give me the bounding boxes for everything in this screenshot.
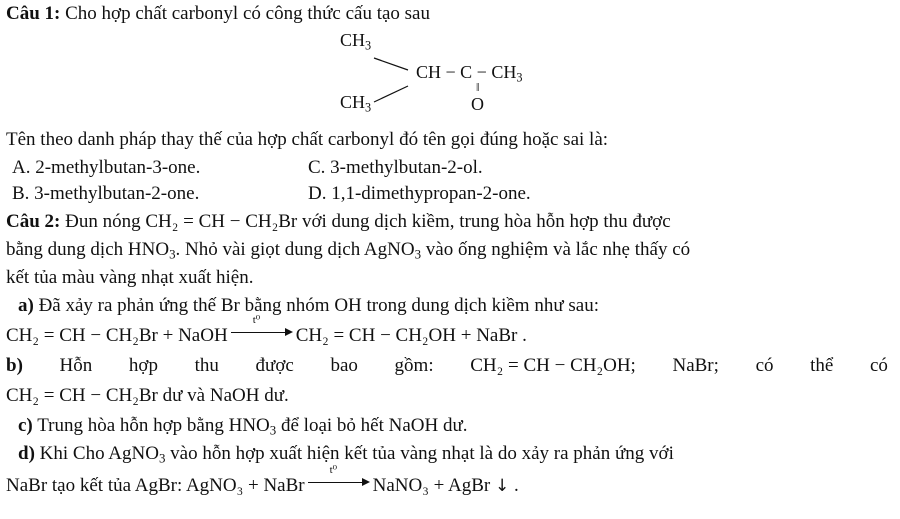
reaction-arrow-1 <box>231 314 293 338</box>
statement-b-label: b) <box>6 355 23 376</box>
statement-b-word: bao <box>330 355 358 376</box>
q2-intro-2: với dung dịch kiềm, trung hòa hỗn hợp thu được <box>301 211 671 232</box>
equation-2-end: . <box>509 475 519 496</box>
q1-label: Câu 1: <box>6 3 61 24</box>
statement-d-text-1: Khi Cho AgNO <box>39 443 159 464</box>
statement-b <box>6 354 888 378</box>
statement-b-line2-formula: CH₂ = CH − CH₂Br <box>6 385 158 406</box>
carbonyl-oxygen: O <box>471 94 484 114</box>
statement-b-word: hợp <box>128 355 158 376</box>
statement-d <box>18 442 674 466</box>
q2-line-3: kết tủa màu vàng nhạt xuất hiện. <box>6 267 254 288</box>
statement-b-formula: CH₂ = CH − CH₂OH; <box>470 355 636 376</box>
statement-b-line-2 <box>6 384 289 408</box>
statement-d-label: d) <box>18 443 35 464</box>
structural-formula <box>330 30 570 122</box>
statement-c-text-2: để loại bỏ hết NaOH dư. <box>276 415 468 436</box>
statement-c-label: c) <box>18 415 33 436</box>
statement-c-text-1: Trung hòa hỗn hợp bằng HNO <box>37 415 270 436</box>
choice-b: B. 3-methylbutan-2-one. <box>12 183 200 204</box>
equation-1-left: CH₂ = CH − CH₂Br + NaOH <box>6 325 228 346</box>
carbonyl-double-bond: ‖ <box>476 80 480 94</box>
choice-c: C. 3-methylbutan-2-ol. <box>308 157 483 178</box>
arrow-2-condition: t⁰ <box>329 464 338 476</box>
statement-a-label: a) <box>18 295 34 316</box>
reaction-arrow-2 <box>308 464 370 488</box>
statement-b-line2-text: dư và NaOH dư. <box>157 385 289 406</box>
statement-d-text-2: vào hỗn hợp xuất hiện kết tủa vàng nhạt là do xảy ra phản ứng với <box>165 443 674 464</box>
q2-line2-sub2: 3 <box>414 246 422 262</box>
q2-line-1 <box>6 210 671 234</box>
statement-c <box>18 414 468 438</box>
q2-line2-part2: . Nhỏ vài giọt dung dịch AgNO <box>175 239 415 260</box>
equation-2-right: NaNO₃ + AgBr <box>372 475 491 496</box>
choice-a: A. 2-methylbutan-3-one. <box>12 157 201 178</box>
statement-d-sub: 3 <box>158 450 166 466</box>
statement-c-sub: 3 <box>269 422 277 438</box>
q1-heading-line <box>6 2 430 26</box>
q2-reactant: CH₂ = CH − CH₂Br <box>145 211 298 232</box>
q2-line-2 <box>6 238 690 262</box>
equation-2-left: AgNO₃ + NaBr <box>185 475 305 496</box>
statement-a-text: Đã xảy ra phản ứng thế Br bằng nhóm OH trong dung dịch kiềm như sau: <box>38 295 599 316</box>
choice-d: D. 1,1-dimethypropan-2-one. <box>308 183 531 204</box>
statement-b-word: thể <box>810 355 834 376</box>
precipitate-arrow-icon: ↓ <box>494 476 510 496</box>
q1-question: Tên theo danh pháp thay thế của hợp chất carbonyl đó tên gọi đúng hoặc sai là: <box>6 129 609 150</box>
arrow-1-condition: t⁰ <box>252 314 261 326</box>
equation-1 <box>6 314 527 348</box>
statement-d-line-2 <box>6 464 519 498</box>
equation-1-right: CH₂ = CH − CH₂OH + NaBr . <box>295 325 527 346</box>
q2-intro-1: Đun nóng <box>65 211 141 232</box>
statement-a <box>18 294 599 318</box>
bottom-methyl: $CH_3$ <box>340 92 372 115</box>
q2-line2-sub1: 3 <box>169 246 176 262</box>
top-methyl: $CH_3$ <box>340 30 372 53</box>
q2-label: Câu 2: <box>6 211 61 232</box>
statement-d-line2-text: NaBr tạo kết tủa AgBr: <box>6 475 186 496</box>
statement-b-word: có <box>755 355 774 376</box>
statement-b-word: Hỗn <box>59 355 93 376</box>
statement-b-word: NaBr; <box>672 355 719 376</box>
statement-b-word: được <box>255 355 294 376</box>
statement-b-word: gồm: <box>394 355 434 376</box>
main-chain: CH − $C - CH_3$ <box>416 62 523 85</box>
statement-b-word: thu <box>194 355 219 376</box>
statement-b-word: có <box>870 355 888 376</box>
q1-intro: Cho hợp chất carbonyl có công thức cấu tạo sau <box>65 3 430 24</box>
q2-line2-part1: bằng dung dịch HNO <box>6 239 170 260</box>
q2-line2-part3: vào ống nghiệm và lắc nhẹ thấy có <box>421 239 691 260</box>
